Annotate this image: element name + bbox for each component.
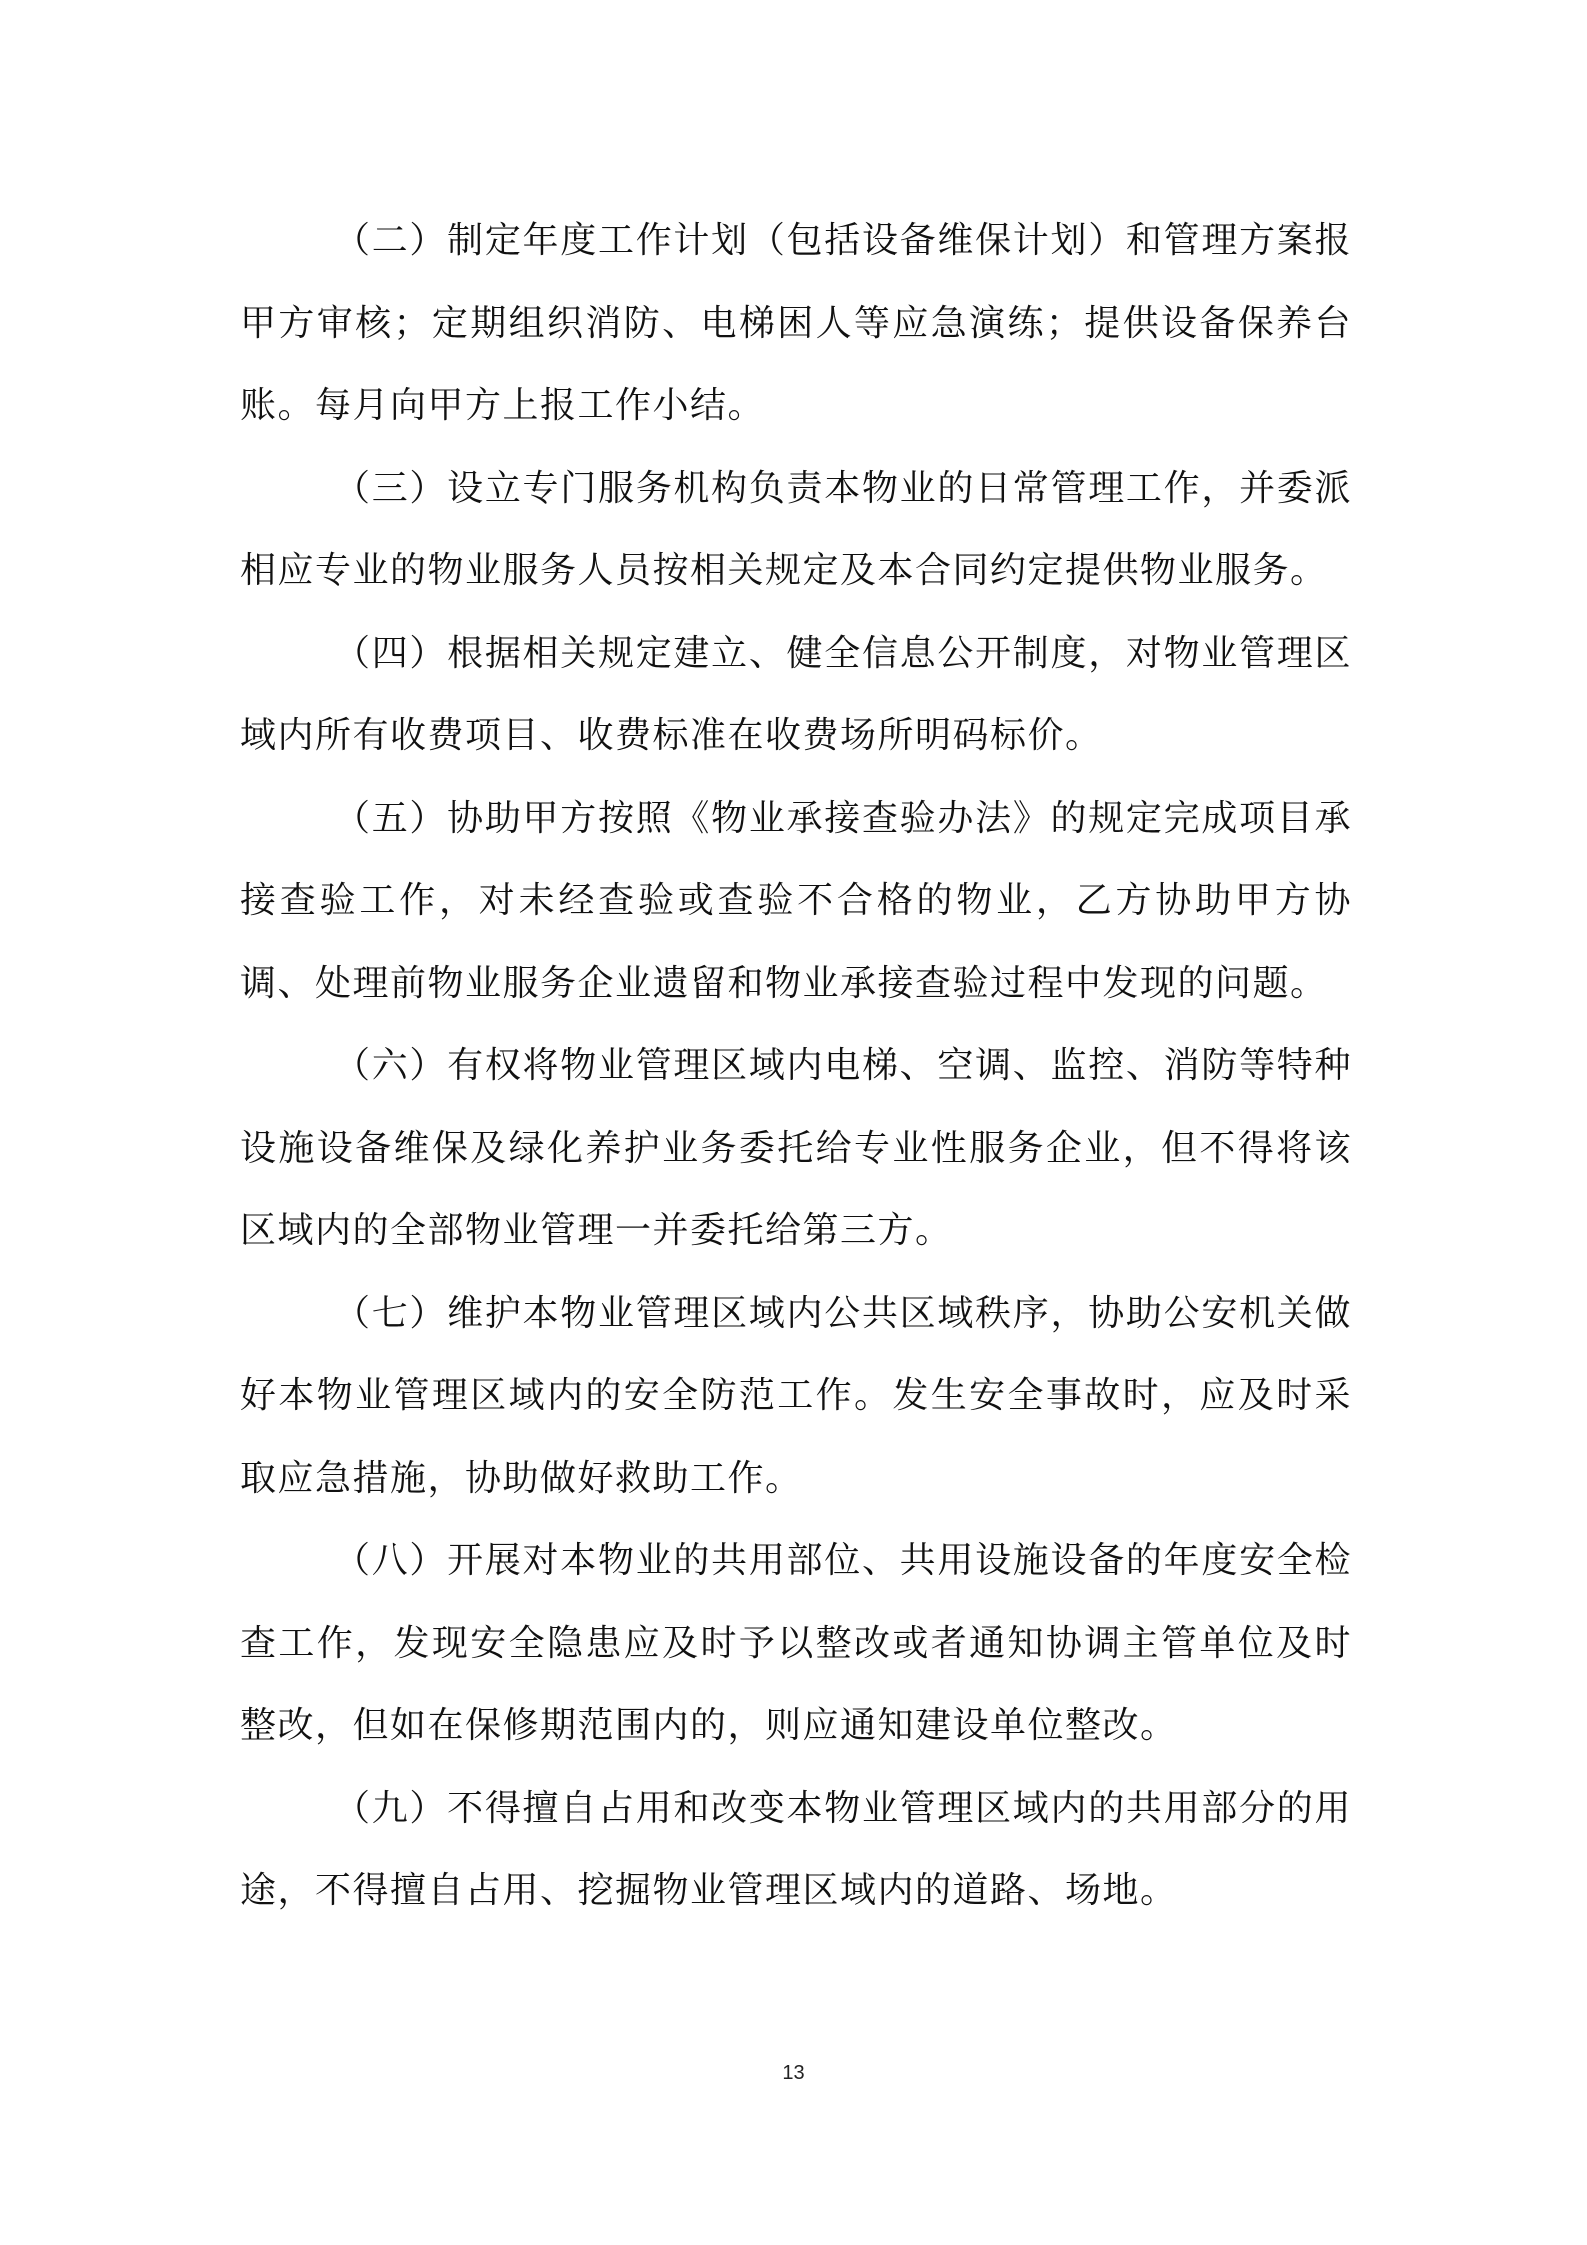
paragraph-item-2: （二）制定年度工作计划（包括设备维保计划）和管理方案报甲方审核；定期组织消防、电梯困人等应急演练；提供设备保养台账。每月向甲方上报工作小结。 [240,220,1352,426]
paragraph-item-9: （九）不得擅自占用和改变本物业管理区域内的共用部分的用途，不得擅自占用、挖掘物业管理区域内的道路、场地。 [240,1787,1352,1911]
paragraph-item-3: （三）设立专门服务机构负责本物业的日常管理工作，并委派相应专业的物业服务人员按相关规定及本合同约定提供物业服务。 [240,467,1352,591]
paragraph-item-8: （八）开展对本物业的共用部位、共用设施设备的年度安全检查工作，发现安全隐患应及时予以整改或者通知协调主管单位及时整改，但如在保修期范围内的，则应通知建设单位整改。 [240,1540,1352,1746]
paragraph-item-6: （六）有权将物业管理区域内电梯、空调、监控、消防等特种设施设备维保及绿化养护业务委托给专业性服务企业，但不得将该区域内的全部物业管理一并委托给第三方。 [240,1045,1352,1251]
paragraph-item-5: （五）协助甲方按照《物业承接查验办法》的规定完成项目承接查验工作，对未经查验或查验不合格的物业，乙方协助甲方协调、处理前物业服务企业遗留和物业承接查验过程中发现的问题。 [240,797,1352,1004]
paragraph-item-4: （四）根据相关规定建立、健全信息公开制度，对物业管理区域内所有收费项目、收费标准在收费场所明码标价。 [240,632,1352,756]
document-body [240,200,1352,1933]
page-number: 13 [782,2062,805,2084]
paragraph-item-7: （七）维护本物业管理区域内公共区域秩序，协助公安机关做好本物业管理区域内的安全防范工作。发生安全事故时，应及时采取应急措施，协助做好救助工作。 [240,1292,1352,1499]
